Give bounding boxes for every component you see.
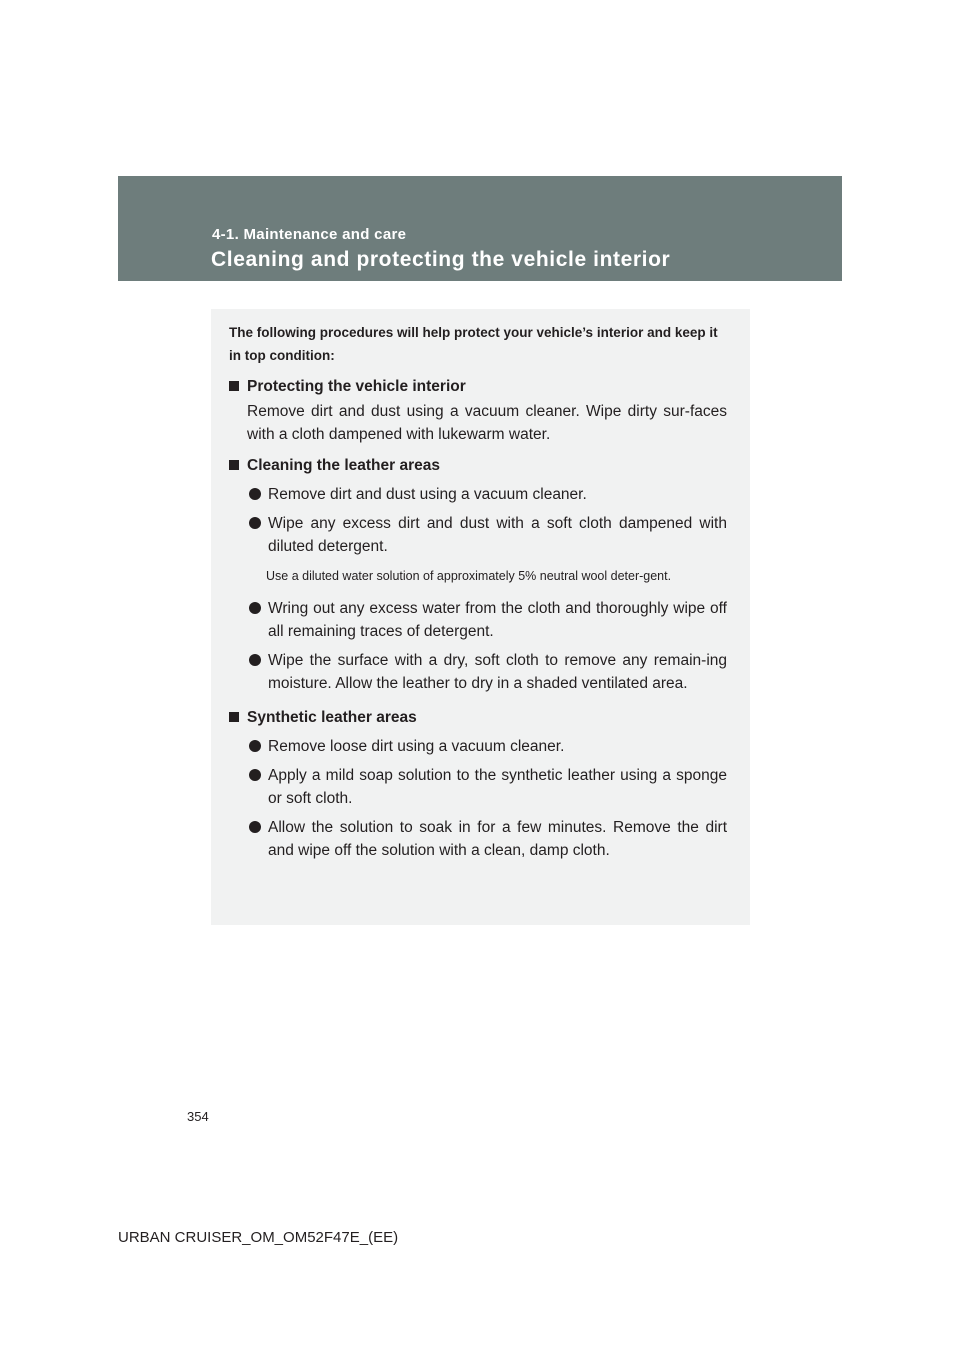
circle-bullet-icon: [249, 488, 261, 500]
section-heading-synthetic: [229, 706, 727, 729]
list-item-text: Wipe the surface with a dry, soft cloth to remove any remain-ing moisture. Allow the leather to dry in a shaded ventilated area.: [268, 652, 727, 692]
circle-bullet-icon: [249, 740, 261, 752]
section-heading-protecting: [229, 375, 727, 398]
list-item: [247, 597, 727, 643]
list-item-text: Wipe any excess dirt and dust with a soft cloth dampened with diluted detergent.: [268, 515, 727, 555]
circle-bullet-icon: [249, 654, 261, 666]
square-bullet-icon: [229, 712, 239, 722]
section-label: 4-1. Maintenance and care: [212, 226, 407, 243]
chapter-header: [118, 176, 842, 281]
list-item: [247, 649, 727, 695]
square-bullet-icon: [229, 381, 239, 391]
list-item-text: Remove loose dirt using a vacuum cleaner.: [268, 738, 565, 755]
spacer: [229, 695, 727, 703]
list-item: [247, 483, 727, 506]
circle-bullet-icon: [249, 769, 261, 781]
footer-doc-code: URBAN CRUISER_OM_OM52F47E_(EE): [118, 1229, 399, 1246]
list-item-text: Apply a mild soap solution to the synthetic leather using a sponge or soft cloth.: [268, 767, 727, 807]
circle-bullet-icon: [249, 821, 261, 833]
circle-bullet-icon: [249, 517, 261, 529]
list-item-text: Allow the solution to soak in for a few minutes. Remove the dirt and wipe off the solution with a clean, damp cloth.: [268, 819, 727, 859]
section-heading-text: Synthetic leather areas: [247, 709, 417, 726]
page-title: Cleaning and protecting the vehicle interior: [211, 248, 671, 271]
section-heading-leather: [229, 454, 727, 477]
page-number: 354: [187, 1109, 209, 1124]
section-heading-text: Cleaning the leather areas: [247, 457, 440, 474]
section-heading-text: Protecting the vehicle interior: [247, 378, 466, 395]
list-item: [247, 512, 727, 558]
list-item: [247, 735, 727, 758]
note-text: Use a diluted water solution of approximately 5% neutral wool deter-gent.: [266, 569, 672, 583]
list-item: [247, 764, 727, 810]
section-paragraph: Remove dirt and dust using a vacuum cleaner. Wipe dirty sur-faces with a cloth dampened with lukewarm water.: [247, 403, 727, 443]
circle-bullet-icon: [249, 602, 261, 614]
list-item-text: Wring out any excess water from the cloth and thoroughly wipe off all remaining traces of detergent.: [268, 600, 727, 640]
list-item-text: Remove dirt and dust using a vacuum cleaner.: [268, 486, 587, 503]
square-bullet-icon: [229, 460, 239, 470]
intro-text: The following procedures will help protect your vehicle’s interior and keep it in top condition:: [229, 325, 718, 363]
content-box: [211, 309, 750, 925]
list-item: [247, 816, 727, 862]
